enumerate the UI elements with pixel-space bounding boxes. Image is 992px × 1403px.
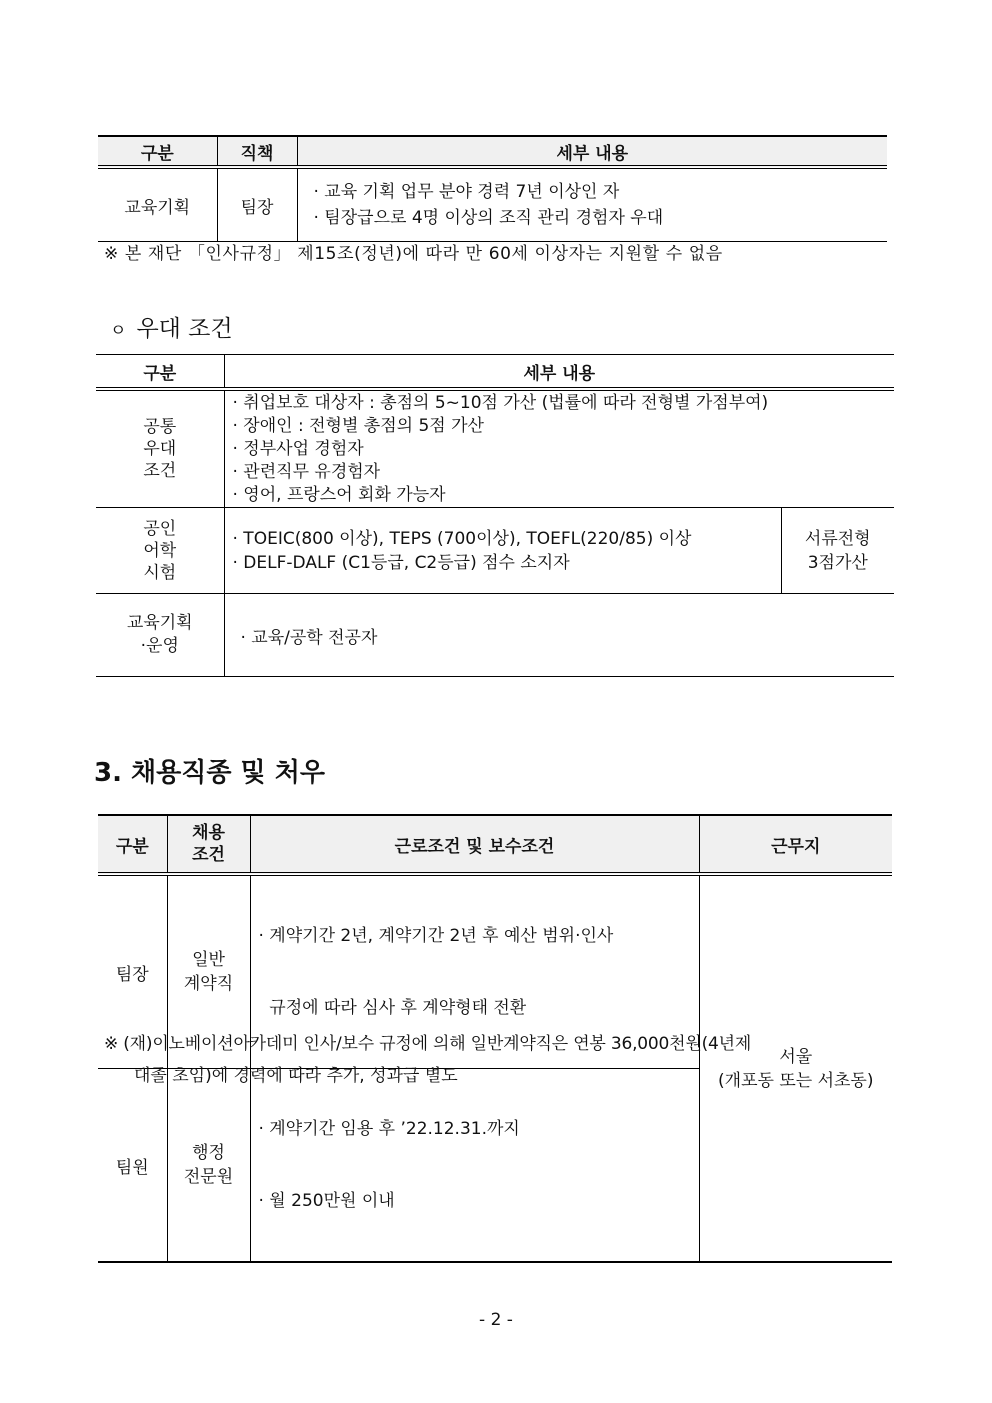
employment-line: 전문원 bbox=[183, 1167, 234, 1187]
header-position: 직책 bbox=[217, 136, 297, 167]
header-category: 구분 bbox=[143, 363, 177, 384]
detail-line: · TOEIC(800 이상), TEPS (700이상), TOEFL(220/85) 이상 bbox=[232, 528, 692, 549]
section-title: 3. 채용직종 및 처우 bbox=[94, 758, 325, 788]
header-category: 구분 bbox=[115, 836, 149, 857]
condition-line: 규정에 따라 심사 후 계약형태 전환 bbox=[258, 998, 527, 1018]
table-row bbox=[96, 389, 894, 508]
category-line: 조건 bbox=[143, 461, 177, 481]
detail-line: · 영어, 프랑스어 회화 가능자 bbox=[232, 484, 446, 505]
detail-line: · 교육/공학 전공자 bbox=[240, 627, 378, 648]
header-category: 구분 bbox=[140, 143, 174, 164]
detail-line: · 정부사업 경험자 bbox=[232, 438, 364, 459]
row-details bbox=[224, 508, 781, 594]
workplace-line: (개포동 또는 서초동) bbox=[718, 1070, 874, 1091]
header-details: 세부 내용 bbox=[224, 355, 894, 390]
header-conditions: 근로조건 및 보수조건 bbox=[250, 815, 699, 874]
workplace-line: 서울 bbox=[779, 1046, 813, 1067]
heading-bullet: ㅇ bbox=[110, 321, 127, 341]
header-employment bbox=[167, 815, 250, 874]
note-line: ※ (재)이노베이션아카데미 인사/보수 규정에 의해 일반계약직은 연봉 36,000천원(4년제 bbox=[104, 1034, 752, 1054]
table-row bbox=[96, 508, 894, 594]
row-category bbox=[96, 389, 224, 508]
condition-line: · 계약기간 2년, 계약기간 2년 후 예산 범위·인사 bbox=[258, 926, 614, 946]
preferred-heading bbox=[110, 310, 233, 343]
detail-line: · 팀장급으로 4명 이상의 조직 관리 경험자 우대 bbox=[313, 208, 664, 228]
table-row bbox=[98, 167, 887, 242]
row-category: 팀원 bbox=[98, 1069, 167, 1263]
row-employment bbox=[167, 1069, 250, 1263]
preferred-conditions-table bbox=[96, 354, 894, 677]
employment-line: 행정 bbox=[192, 1143, 225, 1163]
header-details: 세부 내용 bbox=[297, 136, 887, 167]
age-limit-note: ※ 본 재단 「인사규정」 제15조(정년)에 따라 만 60세 이상자는 지원할 수 없음 bbox=[104, 244, 723, 264]
header-line: 채용 bbox=[192, 823, 225, 843]
category-line: 교육기획 bbox=[126, 613, 193, 633]
row-category bbox=[96, 594, 224, 677]
bonus-line: 서류전형 bbox=[804, 528, 871, 549]
heading-text: 우대 조건 bbox=[136, 316, 233, 342]
condition-line: · 월 250만원 이내 bbox=[258, 1191, 395, 1211]
condition-line: · 계약기간 임용 후 ’22.12.31.까지 bbox=[258, 1119, 520, 1139]
detail-line: · DELF-DALF (C1등급, C2등급) 점수 소지자 bbox=[232, 552, 570, 573]
category-line: ·운영 bbox=[140, 636, 179, 656]
page-number: - 2 - bbox=[479, 1310, 513, 1330]
detail-line: · 취업보호 대상자 : 총점의 5~10점 가산 (법률에 따라 전형별 가점부여) bbox=[232, 392, 769, 413]
row-details bbox=[224, 389, 894, 508]
employment-line: 일반 bbox=[192, 950, 225, 970]
bonus-line: 3점가산 bbox=[807, 552, 868, 573]
category-line: 시험 bbox=[143, 562, 177, 583]
table-header-row bbox=[98, 815, 892, 874]
row-details bbox=[224, 594, 894, 677]
row-category bbox=[96, 508, 224, 594]
row-conditions bbox=[250, 1069, 699, 1263]
detail-line: · 교육 기획 업무 분야 경력 7년 이상인 자 bbox=[313, 182, 620, 202]
table-header-row bbox=[96, 355, 894, 390]
table-header-row bbox=[98, 136, 887, 167]
row-bonus bbox=[781, 508, 894, 594]
salary-note bbox=[104, 1028, 894, 1092]
detail-line: · 장애인 : 전형별 총점의 5점 가산 bbox=[232, 415, 484, 436]
table-row bbox=[96, 594, 894, 677]
row-details bbox=[297, 167, 887, 242]
category-line: 어학 bbox=[143, 540, 177, 561]
employment-line: 계약직 bbox=[183, 974, 234, 994]
header-workplace: 근무지 bbox=[699, 815, 892, 874]
header-line: 조건 bbox=[192, 845, 225, 865]
detail-line: · 관련직무 유경험자 bbox=[232, 461, 381, 482]
position-requirements-table bbox=[98, 135, 887, 242]
category-line: 공통 bbox=[143, 417, 177, 437]
category-line: 공인 bbox=[143, 518, 177, 539]
category-line: 우대 bbox=[143, 439, 177, 459]
row-position: 팀장 bbox=[217, 167, 297, 242]
row-category: 교육기획 bbox=[98, 167, 217, 242]
note-line: 대졸 초임)에 경력에 따라 추가, 성과급 별도 bbox=[134, 1066, 458, 1086]
row-category: 팀장 bbox=[98, 874, 167, 1069]
